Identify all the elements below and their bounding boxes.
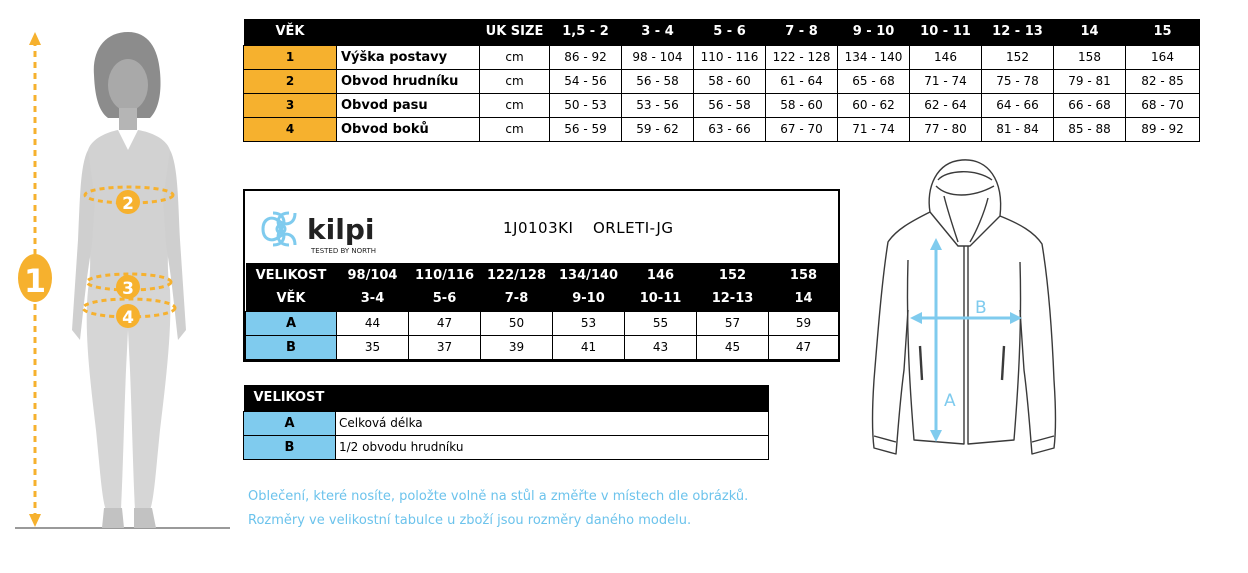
size-label: VELIKOST: [246, 263, 337, 287]
legend-a-description: Celková délka: [336, 411, 769, 435]
table-cell: 61 - 64: [766, 69, 838, 93]
svg-text:3: 3: [122, 279, 134, 299]
row-number: 3: [244, 93, 337, 117]
table-cell: 35: [337, 335, 409, 359]
table-cell: 55: [625, 311, 697, 335]
unit-header: UK SIZE: [480, 19, 550, 45]
table-cell: 60 - 62: [838, 93, 910, 117]
legend-b-description: 1/2 obvodu hrudníku: [336, 435, 769, 459]
legend-b-label: B: [244, 435, 336, 459]
age-header: 12 - 13: [982, 19, 1054, 45]
table-cell: 110 - 116: [694, 45, 766, 69]
table-row: [244, 93, 1200, 117]
table-cell: 41: [553, 335, 625, 359]
brand-tagline: TESTED BY NORTH: [311, 247, 377, 255]
jacket-outline-icon: [873, 160, 1056, 454]
table-cell: 58 - 60: [766, 93, 838, 117]
table-cell: 164: [1126, 45, 1200, 69]
table-cell: 79 - 81: [1054, 69, 1126, 93]
kilpi-knot-icon: [257, 203, 397, 259]
kilpi-logo: [257, 203, 397, 259]
table-cell: 122 - 128: [766, 45, 838, 69]
marker-4: [116, 304, 140, 328]
measure-a-line: [930, 238, 956, 442]
marker-2: [116, 190, 140, 214]
age-header: 14: [1054, 19, 1126, 45]
table-cell: 98 - 104: [622, 45, 694, 69]
age-header: 1,5 - 2: [550, 19, 622, 45]
age-header: 15: [1126, 19, 1200, 45]
table-cell: 37: [409, 335, 481, 359]
table-row: [246, 311, 839, 335]
table-cell: 146: [910, 45, 982, 69]
table-cell: 66 - 68: [1054, 93, 1126, 117]
legend-header-row: [244, 385, 769, 411]
table-row: [244, 45, 1200, 69]
table-cell: 43: [625, 335, 697, 359]
table-cell: 59: [769, 311, 839, 335]
svg-text:1: 1: [23, 262, 47, 300]
age-header: 12-13: [697, 287, 769, 311]
table-cell: 134 - 140: [838, 45, 910, 69]
table-cell: 56 - 58: [694, 93, 766, 117]
model-size-box: [243, 189, 840, 362]
row-unit: cm: [480, 69, 550, 93]
age-header: 10 - 11: [910, 19, 982, 45]
table-cell: 65 - 68: [838, 69, 910, 93]
table-cell: 152: [982, 45, 1054, 69]
age-label: VĚK: [246, 287, 337, 311]
table-cell: 59 - 62: [622, 117, 694, 141]
measure-a-label: A: [246, 311, 337, 335]
table-cell: 56 - 58: [622, 69, 694, 93]
measure-b-line: [910, 298, 1022, 324]
age-header: 9 - 10: [838, 19, 910, 45]
table-cell: 57: [697, 311, 769, 335]
table-cell: 71 - 74: [838, 117, 910, 141]
table-cell: 53 - 56: [622, 93, 694, 117]
table-cell: 158: [1054, 45, 1126, 69]
size-header: 134/140: [553, 263, 625, 287]
model-size-header-row: [246, 263, 839, 287]
row-unit: cm: [480, 93, 550, 117]
size-table: [243, 19, 1200, 142]
model-size-table: [245, 263, 839, 360]
table-cell: 77 - 80: [910, 117, 982, 141]
table-cell: 39: [481, 335, 553, 359]
table-cell: 47: [409, 311, 481, 335]
row-label: Obvod pasu: [337, 93, 480, 117]
age-header: 5-6: [409, 287, 481, 311]
measuring-instruction: Oblečení, které nosíte, položte volně na stůl a změřte v místech dle obrázků.: [248, 489, 749, 504]
size-table-header: [244, 19, 1200, 45]
model-age-header-row: [246, 287, 839, 311]
table-cell: 63 - 66: [694, 117, 766, 141]
size-header: 98/104: [337, 263, 409, 287]
table-cell: 89 - 92: [1126, 117, 1200, 141]
model-code: 1J0103KI: [503, 219, 574, 237]
table-cell: 71 - 74: [910, 69, 982, 93]
size-header: 122/128: [481, 263, 553, 287]
row-number: 1: [244, 45, 337, 69]
row-unit: cm: [480, 117, 550, 141]
age-header: 5 - 6: [694, 19, 766, 45]
age-header: 3 - 4: [622, 19, 694, 45]
model-name: ORLETI-JG: [593, 219, 674, 237]
table-row: [244, 411, 769, 435]
row-number: 2: [244, 69, 337, 93]
table-cell: 68 - 70: [1126, 93, 1200, 117]
row-number: 4: [244, 117, 337, 141]
table-cell: 75 - 78: [982, 69, 1054, 93]
age-header: 10-11: [625, 287, 697, 311]
legend-a-label: A: [244, 411, 336, 435]
model-header: [245, 191, 838, 263]
table-cell: 62 - 64: [910, 93, 982, 117]
row-unit: cm: [480, 45, 550, 69]
row-label: Obvod boků: [337, 117, 480, 141]
measure-b-text: B: [975, 298, 987, 318]
brand-name: kilpi: [307, 213, 375, 246]
table-row: [246, 335, 839, 359]
table-cell: 44: [337, 311, 409, 335]
table-row: [244, 435, 769, 459]
table-row: [244, 117, 1200, 141]
table-cell: 58 - 60: [694, 69, 766, 93]
age-header: 3-4: [337, 287, 409, 311]
table-cell: 56 - 59: [550, 117, 622, 141]
height-arrow-bottom-icon: [29, 514, 41, 527]
table-cell: 50: [481, 311, 553, 335]
marker-3: [116, 275, 140, 299]
row-label: Obvod hrudníku: [337, 69, 480, 93]
svg-text:2: 2: [122, 194, 134, 214]
measurement-legend-table: [243, 385, 769, 460]
legend-header: VELIKOST: [244, 385, 769, 411]
row-label: Výška postavy: [337, 45, 480, 69]
table-cell: 85 - 88: [1054, 117, 1126, 141]
measure-b-label: B: [246, 335, 337, 359]
table-cell: 86 - 92: [550, 45, 622, 69]
size-header: 146: [625, 263, 697, 287]
table-cell: 50 - 53: [550, 93, 622, 117]
age-header: 7-8: [481, 287, 553, 311]
measure-a-text: A: [944, 391, 956, 411]
table-cell: 67 - 70: [766, 117, 838, 141]
marker-1: [18, 254, 52, 302]
table-cell: 81 - 84: [982, 117, 1054, 141]
age-header: 7 - 8: [766, 19, 838, 45]
jacket-diagram: [858, 150, 1058, 475]
table-cell: 53: [553, 311, 625, 335]
body-measurement-figure: [0, 0, 240, 573]
age-header: 9-10: [553, 287, 625, 311]
size-header: 158: [769, 263, 839, 287]
header-blank: [337, 19, 480, 45]
svg-text:4: 4: [122, 308, 134, 328]
table-cell: 64 - 66: [982, 93, 1054, 117]
height-arrow-top-icon: [29, 32, 41, 45]
table-cell: 47: [769, 335, 839, 359]
age-header: 14: [769, 287, 839, 311]
table-row: [244, 69, 1200, 93]
model-size-note: Rozměry ve velikostní tabulce u zboží jsou rozměry daného modelu.: [248, 513, 692, 528]
size-header: 152: [697, 263, 769, 287]
age-corner-label: VĚK: [244, 19, 337, 45]
table-cell: 45: [697, 335, 769, 359]
table-cell: 82 - 85: [1126, 69, 1200, 93]
size-header: 110/116: [409, 263, 481, 287]
table-cell: 54 - 56: [550, 69, 622, 93]
